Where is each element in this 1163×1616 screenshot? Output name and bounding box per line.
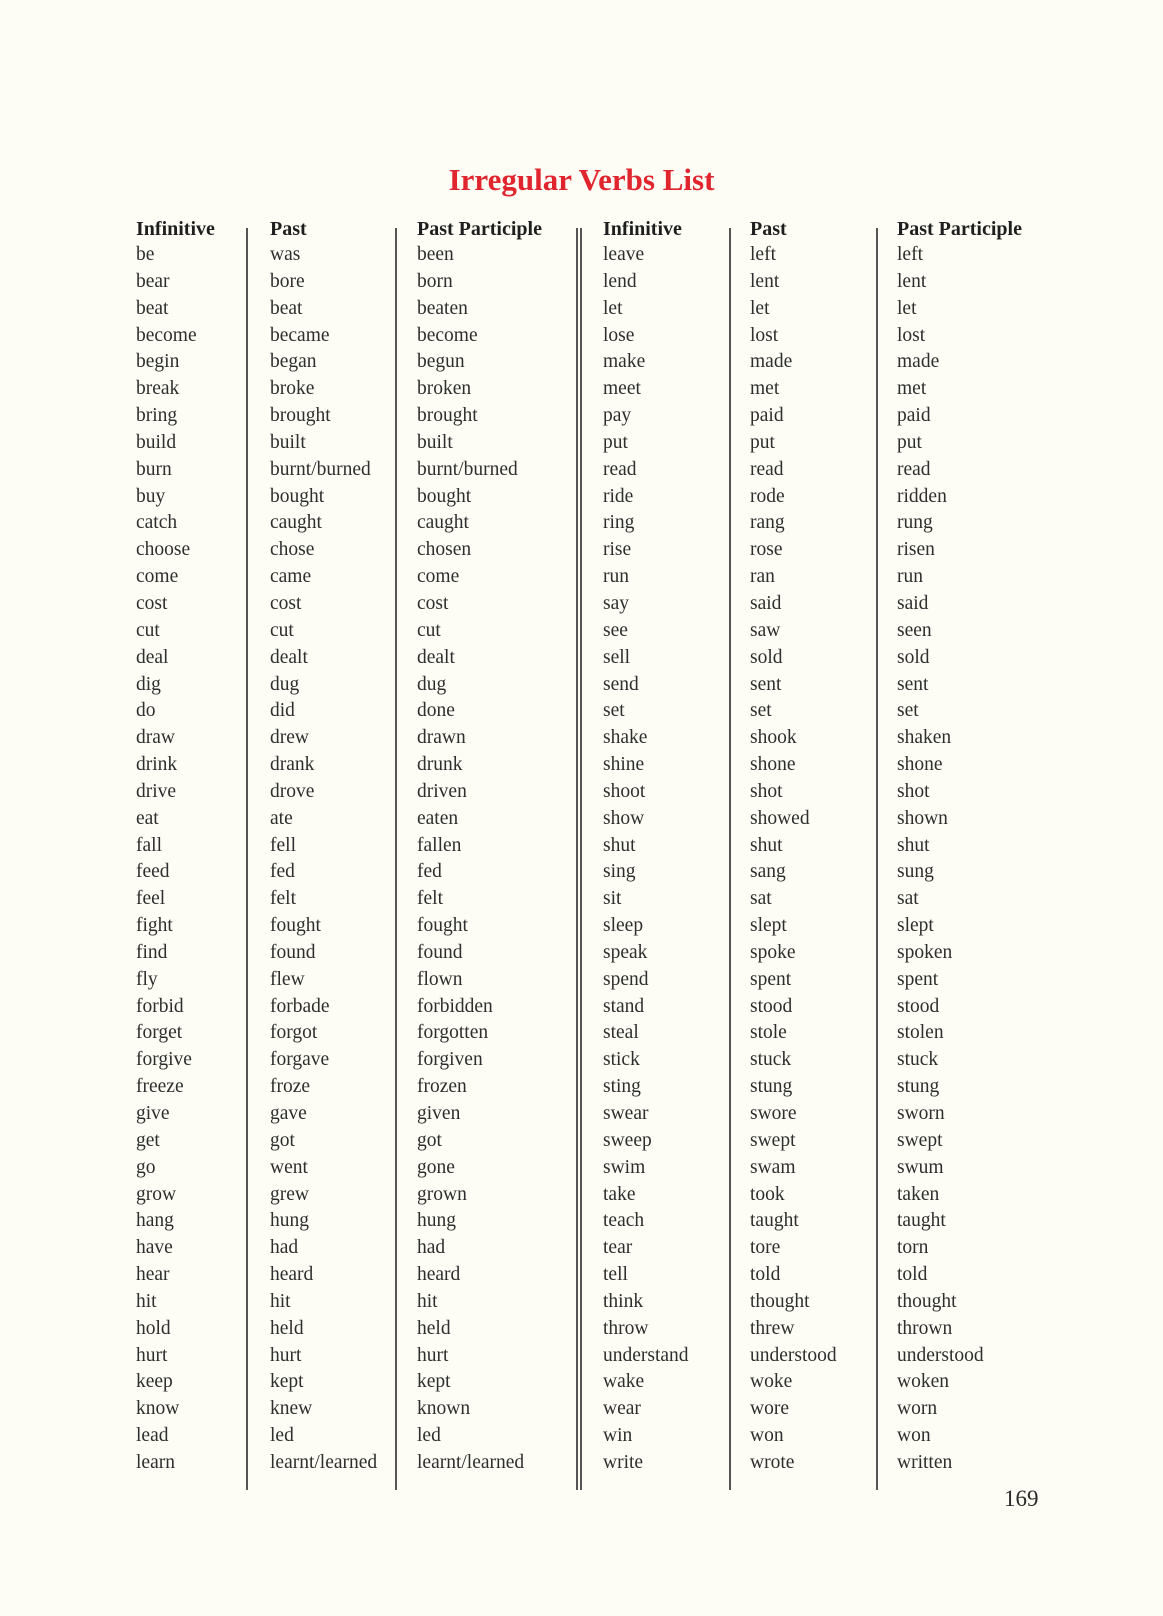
- verb-cell: sent: [750, 673, 782, 695]
- verb-cell: understood: [750, 1344, 837, 1366]
- verb-cell: stood: [897, 995, 940, 1017]
- verb-cell: leave: [603, 244, 645, 265]
- verb-cell: driven: [417, 780, 467, 802]
- verb-cell: fall: [136, 834, 162, 856]
- verb-cell: sang: [750, 861, 786, 883]
- verb-cell: forgotten: [417, 1022, 489, 1044]
- verb-cell: went: [270, 1156, 308, 1178]
- verb-cell: taken: [897, 1183, 940, 1205]
- verb-cell: stuck: [897, 1049, 939, 1071]
- verb-cell: hold: [136, 1317, 171, 1339]
- verb-cell: swear: [603, 1103, 649, 1124]
- verb-cell: dealt: [270, 646, 308, 668]
- verb-cell: said: [897, 592, 929, 614]
- verb-cell: burnt/burned: [417, 458, 518, 480]
- verb-cell: forbade: [270, 995, 330, 1017]
- verb-cell: forget: [136, 1022, 183, 1044]
- verb-cell: chose: [270, 539, 315, 561]
- verb-cell: stung: [750, 1076, 793, 1098]
- verb-cell: began: [270, 351, 317, 373]
- verb-cell: heard: [270, 1264, 314, 1286]
- verb-cell: shaken: [897, 727, 952, 749]
- left-past-participle-column: [417, 216, 542, 1477]
- verb-cell: hurt: [270, 1344, 302, 1366]
- verb-cell: shot: [750, 780, 783, 802]
- verb-cell: run: [603, 566, 629, 588]
- verb-cell: made: [750, 351, 793, 373]
- verb-cell: swept: [750, 1129, 796, 1151]
- verb-cell: slept: [750, 915, 787, 937]
- verb-cell: threw: [750, 1317, 795, 1339]
- verb-cell: sell: [603, 646, 631, 668]
- verb-cell: seen: [897, 619, 932, 641]
- verb-cell: felt: [417, 888, 443, 910]
- verb-cell: forbidden: [417, 995, 493, 1017]
- verb-cell: shoot: [603, 780, 646, 802]
- verb-cell: sent: [897, 673, 929, 695]
- verb-cell: sleep: [603, 915, 644, 937]
- verb-cell: eaten: [417, 807, 459, 829]
- verb-cell: told: [750, 1264, 781, 1286]
- verb-cell: spoken: [897, 941, 953, 963]
- verb-cell: let: [750, 297, 770, 319]
- verb-cell: taught: [897, 1210, 946, 1232]
- verb-cell: shone: [750, 754, 796, 776]
- verb-cell: paid: [750, 405, 784, 427]
- verb-cell: sting: [603, 1076, 641, 1098]
- verb-cell: worn: [897, 1398, 938, 1420]
- verb-cell: freeze: [136, 1076, 184, 1098]
- verb-cell: ride: [603, 485, 634, 507]
- verb-cell: came: [270, 566, 312, 588]
- verb-cell: thought: [897, 1290, 957, 1312]
- verb-cell: fell: [270, 834, 296, 856]
- verb-cell: set: [750, 700, 772, 722]
- verb-cell: pay: [603, 405, 632, 427]
- verb-cell: showed: [750, 807, 810, 829]
- verb-cell: make: [603, 351, 646, 373]
- verb-cell: had: [270, 1237, 299, 1259]
- column-header-past: Past: [750, 218, 787, 240]
- verb-cell: did: [270, 700, 295, 722]
- verb-cell: dug: [270, 673, 300, 695]
- verb-cell: known: [417, 1398, 471, 1420]
- verb-cell: wake: [603, 1371, 645, 1393]
- verb-cell: speak: [603, 941, 648, 963]
- verb-cell: tore: [750, 1237, 781, 1259]
- verb-cell: sold: [897, 646, 930, 668]
- verb-cell: ran: [750, 566, 775, 588]
- verb-cell: stung: [897, 1076, 940, 1098]
- verb-cell: burnt/burned: [270, 458, 371, 480]
- verb-cell: throw: [603, 1317, 649, 1339]
- verb-cell: sat: [750, 888, 772, 910]
- verb-cell: held: [270, 1317, 304, 1339]
- verb-cell: bring: [136, 405, 178, 427]
- verb-cell: fought: [417, 915, 468, 937]
- verb-cell: break: [136, 378, 180, 400]
- verb-cell: cost: [417, 592, 449, 614]
- left-infinitive-column: [136, 216, 215, 1477]
- verb-cell: eat: [136, 807, 159, 829]
- verb-cell: catch: [136, 512, 178, 534]
- verb-cell: build: [136, 431, 177, 453]
- verb-cell: thought: [750, 1290, 810, 1312]
- verb-cell: stolen: [897, 1022, 944, 1044]
- verb-cell: read: [897, 458, 931, 480]
- verb-cell: shut: [603, 834, 636, 856]
- verb-cell: hung: [417, 1210, 456, 1232]
- verb-cell: ring: [603, 512, 635, 534]
- verb-cell: understand: [603, 1344, 689, 1366]
- verb-cell: got: [270, 1129, 295, 1151]
- verb-cell: kept: [417, 1371, 451, 1393]
- column-header-past-participle: Past Participle: [417, 218, 542, 240]
- verb-cell: had: [417, 1237, 446, 1259]
- column-header-infinitive: Infinitive: [603, 218, 682, 240]
- verb-cell: spoke: [750, 941, 796, 963]
- verb-cell: lead: [136, 1425, 169, 1447]
- column-divider: [729, 228, 731, 1490]
- verb-cell: do: [136, 700, 156, 722]
- verb-cell: meet: [603, 378, 641, 400]
- verb-cell: saw: [750, 619, 781, 641]
- right-infinitive-column: [603, 216, 689, 1477]
- verb-cell: was: [270, 244, 301, 265]
- verb-cell: led: [417, 1425, 441, 1447]
- verb-cell: grew: [270, 1183, 309, 1205]
- verb-cell: shine: [603, 754, 645, 776]
- verb-cell: be: [136, 244, 155, 265]
- verb-cell: put: [750, 431, 775, 453]
- verb-cell: hit: [270, 1290, 291, 1312]
- verb-cell: beaten: [417, 297, 468, 319]
- verb-cell: heard: [417, 1264, 461, 1286]
- verbs-table: [0, 216, 1163, 1486]
- right-past-participle-column: [897, 216, 1022, 1477]
- verb-cell: cost: [270, 592, 302, 614]
- verb-cell: wear: [603, 1398, 641, 1420]
- verb-cell: shut: [897, 834, 930, 856]
- verb-cell: flown: [417, 968, 463, 990]
- verb-cell: draw: [136, 727, 175, 749]
- verb-cell: got: [417, 1129, 442, 1151]
- verb-cell: sworn: [897, 1103, 945, 1124]
- verb-cell: broken: [417, 378, 472, 400]
- verb-cell: slept: [897, 915, 934, 937]
- verb-cell: fly: [136, 968, 158, 990]
- verb-cell: forgiven: [417, 1049, 483, 1071]
- verb-cell: won: [750, 1425, 784, 1447]
- left-past-column: [270, 216, 377, 1477]
- verb-cell: learn: [136, 1451, 175, 1473]
- verb-cell: stuck: [750, 1049, 792, 1071]
- center-double-divider: [576, 228, 582, 1490]
- verb-cell: let: [897, 297, 917, 319]
- verb-cell: win: [603, 1425, 633, 1447]
- verb-cell: drawn: [417, 727, 466, 749]
- verb-cell: gave: [270, 1103, 307, 1124]
- verb-cell: show: [603, 807, 645, 829]
- verb-cell: lost: [897, 324, 926, 346]
- verb-cell: bear: [136, 270, 170, 292]
- verb-cell: begun: [417, 351, 465, 373]
- column-divider: [395, 228, 397, 1490]
- verb-cell: hit: [417, 1290, 438, 1312]
- verb-cell: swore: [750, 1103, 797, 1124]
- verb-cell: told: [897, 1264, 928, 1286]
- verb-cell: sung: [897, 861, 934, 883]
- verb-cell: given: [417, 1103, 461, 1124]
- verb-cell: taught: [750, 1210, 799, 1232]
- verb-cell: spend: [603, 968, 649, 990]
- verb-cell: rang: [750, 512, 785, 534]
- verb-cell: teach: [603, 1210, 645, 1232]
- verb-cell: found: [270, 941, 316, 963]
- verb-cell: spent: [897, 968, 939, 990]
- verb-cell: shown: [897, 807, 948, 829]
- verb-cell: send: [603, 673, 639, 695]
- verb-cell: risen: [897, 539, 935, 561]
- column-header-infinitive: Infinitive: [136, 218, 215, 240]
- verb-cell: shook: [750, 727, 797, 749]
- verb-cell: thrown: [897, 1317, 953, 1339]
- verb-cell: rode: [750, 485, 785, 507]
- verb-cell: left: [897, 244, 923, 265]
- verb-cell: say: [603, 592, 629, 614]
- verb-cell: cut: [270, 619, 294, 641]
- verb-cell: put: [897, 431, 922, 453]
- verb-cell: lent: [897, 270, 927, 292]
- verb-cell: write: [603, 1451, 644, 1473]
- verb-cell: bought: [270, 485, 325, 507]
- right-past-column: [750, 216, 837, 1477]
- verb-cell: take: [603, 1183, 636, 1205]
- verb-cell: begin: [136, 351, 180, 373]
- verb-cell: brought: [270, 405, 331, 427]
- verb-cell: shake: [603, 727, 648, 749]
- verb-cell: forbid: [136, 995, 184, 1017]
- verb-cell: held: [417, 1317, 451, 1339]
- verb-cell: become: [136, 324, 197, 346]
- column-divider: [246, 228, 248, 1490]
- verb-cell: knew: [270, 1398, 313, 1420]
- verb-cell: swam: [750, 1156, 796, 1178]
- verb-cell: fallen: [417, 834, 462, 856]
- verb-cell: lose: [603, 324, 635, 346]
- verb-cell: left: [750, 244, 776, 265]
- verb-cell: learnt/learned: [270, 1451, 378, 1473]
- verb-cell: put: [603, 431, 628, 453]
- verb-cell: see: [603, 619, 628, 641]
- verb-cell: hurt: [136, 1344, 168, 1366]
- verb-cell: chosen: [417, 539, 472, 561]
- verb-cell: drove: [270, 780, 315, 802]
- verb-cell: wrote: [750, 1451, 795, 1473]
- verb-cell: froze: [270, 1076, 311, 1098]
- verb-cell: written: [897, 1451, 953, 1473]
- verb-cell: forgave: [270, 1049, 330, 1071]
- page-title: Irregular Verbs List: [448, 162, 715, 197]
- verb-cell: know: [136, 1398, 180, 1420]
- verb-cell: ate: [270, 807, 293, 829]
- verb-cell: sat: [897, 888, 919, 910]
- verb-cell: frozen: [417, 1076, 467, 1098]
- verb-cell: ridden: [897, 485, 947, 507]
- verb-cell: get: [136, 1129, 160, 1151]
- verb-cell: run: [897, 566, 923, 588]
- verb-cell: torn: [897, 1237, 929, 1259]
- verb-cell: bore: [270, 270, 305, 292]
- verb-cell: lend: [603, 270, 637, 292]
- verb-cell: sweep: [603, 1129, 652, 1151]
- verb-cell: became: [270, 324, 330, 346]
- verb-cell: met: [897, 378, 927, 400]
- verb-cell: learnt/learned: [417, 1451, 525, 1473]
- verb-cell: spent: [750, 968, 792, 990]
- verb-cell: forgive: [136, 1049, 192, 1071]
- verb-cell: born: [417, 270, 453, 292]
- verb-cell: buy: [136, 485, 166, 507]
- page-number: 169: [1004, 1486, 1039, 1511]
- verb-cell: sold: [750, 646, 783, 668]
- verb-cell: hurt: [417, 1344, 449, 1366]
- verb-cell: hit: [136, 1290, 157, 1312]
- verb-cell: set: [603, 700, 625, 722]
- verb-cell: said: [750, 592, 782, 614]
- verb-cell: drive: [136, 780, 177, 802]
- verb-cell: shut: [750, 834, 783, 856]
- verb-cell: sing: [603, 861, 636, 883]
- verb-cell: built: [417, 431, 453, 453]
- verb-cell: stick: [603, 1049, 640, 1071]
- verb-cell: tell: [603, 1264, 628, 1286]
- verb-cell: caught: [270, 512, 322, 534]
- column-header-past-participle: Past Participle: [897, 218, 1022, 240]
- verb-cell: have: [136, 1237, 173, 1259]
- verb-cell: set: [897, 700, 919, 722]
- verb-cell: broke: [270, 378, 315, 400]
- verb-cell: find: [136, 941, 168, 963]
- verb-cell: felt: [270, 888, 296, 910]
- verb-cell: shone: [897, 754, 943, 776]
- verb-cell: shot: [897, 780, 930, 802]
- verb-cell: woken: [897, 1371, 949, 1393]
- verb-cell: rise: [603, 539, 632, 561]
- verb-cell: feed: [136, 861, 170, 883]
- verb-cell: stood: [750, 995, 793, 1017]
- verb-cell: come: [417, 566, 460, 588]
- verb-cell: brought: [417, 405, 478, 427]
- verb-cell: rose: [750, 539, 783, 561]
- verb-cell: read: [603, 458, 637, 480]
- verb-cell: stand: [603, 995, 645, 1017]
- verb-cell: fed: [417, 861, 442, 883]
- verb-cell: go: [136, 1156, 156, 1178]
- verb-cell: become: [417, 324, 478, 346]
- verb-cell: deal: [136, 646, 169, 668]
- verb-cell: keep: [136, 1371, 173, 1393]
- verb-cell: grown: [417, 1183, 467, 1205]
- verb-cell: caught: [417, 512, 469, 534]
- verb-cell: done: [417, 700, 455, 722]
- verb-cell: forgot: [270, 1022, 318, 1044]
- verb-cell: let: [603, 297, 623, 319]
- verb-cell: read: [750, 458, 784, 480]
- verb-cell: beat: [136, 297, 169, 319]
- verb-cell: tear: [603, 1237, 633, 1259]
- verb-cell: been: [417, 244, 454, 265]
- verb-cell: beat: [270, 297, 303, 319]
- verb-cell: woke: [750, 1371, 793, 1393]
- verb-cell: dig: [136, 673, 161, 695]
- verb-cell: burn: [136, 458, 172, 480]
- column-divider: [876, 228, 878, 1490]
- verb-cell: lent: [750, 270, 780, 292]
- verb-cell: found: [417, 941, 463, 963]
- verb-cell: bought: [417, 485, 472, 507]
- verb-cell: dug: [417, 673, 447, 695]
- verb-cell: built: [270, 431, 306, 453]
- verb-cell: fought: [270, 915, 321, 937]
- verb-cell: drew: [270, 727, 309, 749]
- verb-cell: rung: [897, 512, 933, 534]
- verb-cell: made: [897, 351, 940, 373]
- verb-cell: flew: [270, 968, 305, 990]
- verb-cell: led: [270, 1425, 294, 1447]
- verb-cell: swept: [897, 1129, 943, 1151]
- verb-cell: won: [897, 1425, 931, 1447]
- verb-cell: choose: [136, 539, 191, 561]
- verb-cell: hang: [136, 1210, 174, 1232]
- verb-cell: sit: [603, 888, 622, 910]
- verb-cell: think: [603, 1290, 644, 1312]
- verb-cell: cut: [417, 619, 441, 641]
- verb-cell: fed: [270, 861, 295, 883]
- verb-cell: understood: [897, 1344, 984, 1366]
- verb-cell: swum: [897, 1156, 944, 1178]
- verb-cell: met: [750, 378, 780, 400]
- verb-cell: wore: [750, 1398, 789, 1420]
- verb-cell: grow: [136, 1183, 177, 1205]
- verb-cell: dealt: [417, 646, 455, 668]
- verb-cell: swim: [603, 1156, 646, 1178]
- verb-cell: steal: [603, 1022, 639, 1044]
- verb-cell: drink: [136, 754, 178, 776]
- verb-cell: fight: [136, 915, 173, 937]
- verb-cell: kept: [270, 1371, 304, 1393]
- verb-cell: drank: [270, 754, 315, 776]
- verb-cell: paid: [897, 405, 931, 427]
- verb-cell: hung: [270, 1210, 309, 1232]
- verb-cell: stole: [750, 1022, 787, 1044]
- verb-cell: cost: [136, 592, 168, 614]
- verb-cell: hear: [136, 1264, 170, 1286]
- verb-cell: took: [750, 1183, 785, 1205]
- verb-cell: give: [136, 1103, 170, 1124]
- verb-cell: come: [136, 566, 179, 588]
- verb-cell: drunk: [417, 754, 463, 776]
- verb-cell: feel: [136, 888, 166, 910]
- column-header-past: Past: [270, 218, 307, 240]
- verb-cell: lost: [750, 324, 779, 346]
- verb-cell: cut: [136, 619, 160, 641]
- verb-cell: gone: [417, 1156, 455, 1178]
